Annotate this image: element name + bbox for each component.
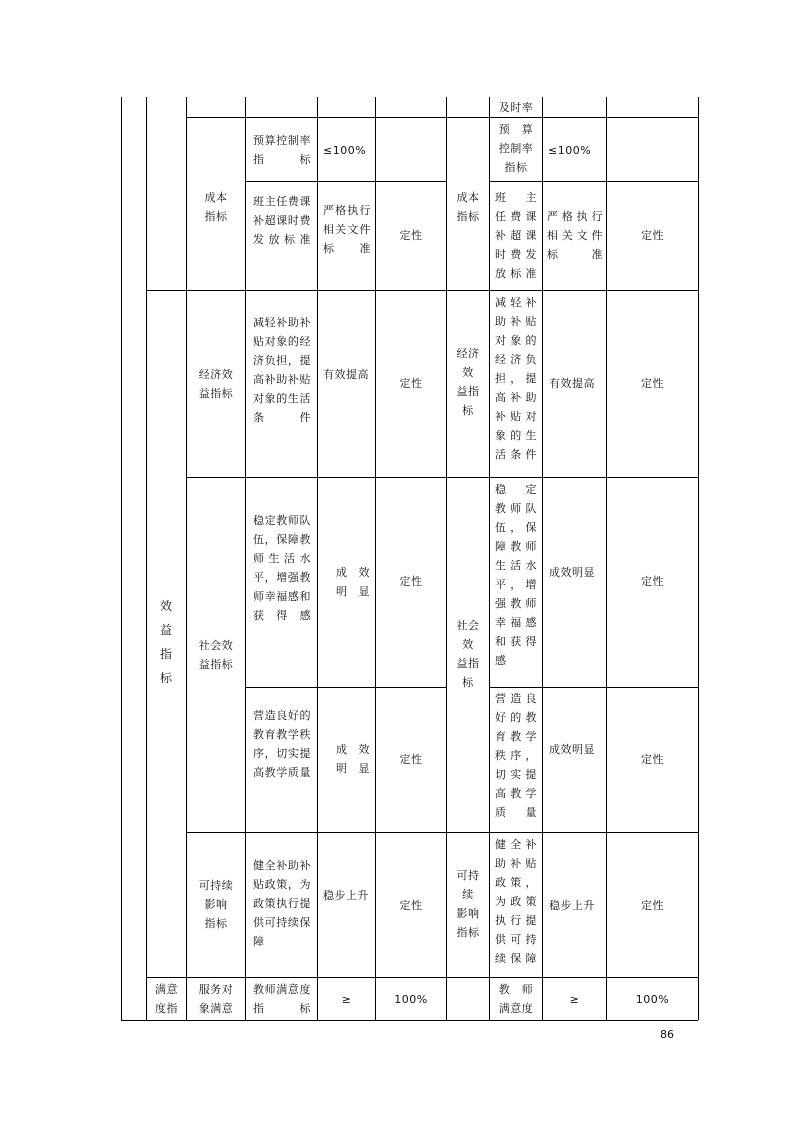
social-r1-target-left: 成效明显	[336, 566, 370, 598]
social-label-right: 社会 效 益指 标	[456, 619, 480, 689]
sustainable-nature-right: 定性	[641, 899, 664, 912]
satisfaction-target-left: ≥	[341, 993, 352, 1006]
cost-r2-nature-left: 定性	[399, 229, 423, 242]
cost-r1-indicator-right: 预 算 控制率 指标	[498, 123, 534, 174]
top-row-right-text: 及时率	[498, 101, 534, 114]
satisfaction-category: 满意 度指	[155, 983, 178, 1015]
cost-r2-target-left: 严格执行相关文件标准	[323, 204, 371, 255]
sustainable-indicator-right: 健全补 助补贴 政策， 为政策 执行提 供可持 续保障	[495, 838, 537, 965]
social-r2-indicator-left: 营造良好的教育教学秩序，切实提高教学质量	[253, 709, 311, 779]
sustainable-indicator-left: 健全补助补贴政策，为政策执行提供可持续保障	[253, 859, 311, 948]
social-r1-indicator-right: 稳 定 教师队 伍，保 障教师 生活水 平，增 强教师 幸福感 和获得 感	[495, 483, 537, 667]
cost-r1-target-left: ≤100%	[323, 144, 367, 157]
cost-r2-indicator-right: 班 主 任费课 补超课 时费发 放标准	[495, 191, 537, 280]
satisfaction-label-left: 服务对 象满意	[198, 983, 234, 1015]
social-r1-indicator-left: 稳定教师队伍，保障教师生活水平，增强教师幸福感和获得感	[253, 514, 311, 622]
economic-nature-left: 定性	[399, 377, 423, 390]
social-r2-target-left: 成效明显	[336, 743, 370, 775]
economic-label-right: 经济 效 益指 标	[456, 347, 480, 417]
economic-target-right: 有效提高	[549, 377, 595, 390]
satisfaction-indicator-right: 教 师 满意度	[498, 983, 534, 1015]
sustainable-target-left: 稳步上升	[323, 889, 369, 902]
social-r1-nature-right: 定性	[641, 575, 664, 588]
social-r2-nature-right: 定性	[641, 753, 664, 766]
page-number: 86	[660, 1028, 674, 1041]
benefit-category: 效 益 指 标	[159, 599, 172, 685]
cost-r1-indicator-left: 预算控制率指标	[253, 134, 311, 166]
sustainable-label-left: 可持续 影响 指标	[198, 879, 234, 930]
economic-indicator-right: 减轻补 助补贴 对象的 经济负 担，提 高补助 补贴对 象的生 活条件	[495, 296, 537, 461]
economic-indicator-left: 减轻补助补贴对象的经济负担，提高补助补贴对象的生活条件	[253, 316, 311, 424]
satisfaction-nature-right: 100%	[635, 993, 670, 1006]
sustainable-target-right: 稳步上升	[549, 899, 595, 912]
satisfaction-indicator-left: 教师满意度指标	[253, 983, 311, 1015]
satisfaction-nature-left: 100%	[394, 993, 428, 1006]
sustainable-label-right: 可持 续 影响 指标	[456, 869, 480, 939]
satisfaction-target-right: ≥	[569, 993, 580, 1006]
cost-r2-nature-right: 定性	[641, 229, 664, 242]
sustainable-nature-left: 定性	[399, 899, 423, 912]
social-r1-target-right: 成效明显	[549, 566, 595, 579]
cost-category-right: 成本 指标	[456, 191, 480, 223]
economic-target-left: 有效提高	[323, 368, 369, 381]
social-r2-target-right: 成效明显	[549, 743, 595, 756]
social-r1-nature-left: 定性	[399, 575, 423, 588]
economic-nature-right: 定性	[641, 377, 664, 390]
cost-category-left: 成本 指标	[204, 191, 228, 223]
cost-r2-indicator-left: 班主任费课补超课时费发放标准	[253, 195, 311, 246]
economic-label-left: 经济效 益指标	[198, 368, 234, 400]
social-label-left: 社会效 益指标	[198, 639, 234, 671]
social-r2-indicator-right: 营造良 好的教 育教学 秩序， 切实提 高教学 质量	[495, 692, 537, 819]
cost-r2-target-right: 严格执行相关文件标准	[547, 210, 603, 261]
social-r2-nature-left: 定性	[399, 753, 423, 766]
cost-r1-target-right: ≤100%	[548, 144, 592, 157]
